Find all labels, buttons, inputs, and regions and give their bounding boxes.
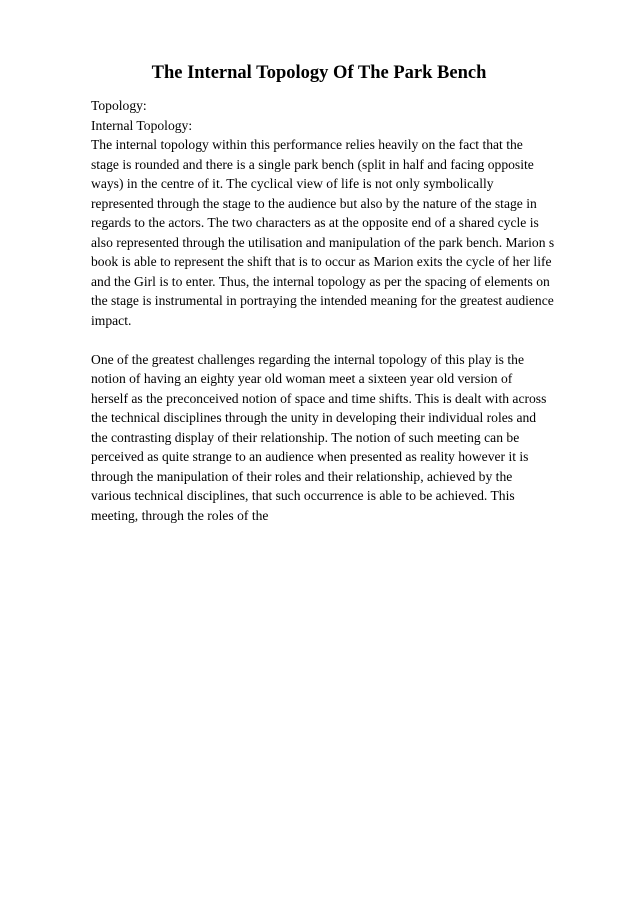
paragraph-1 — [91, 135, 591, 330]
label-internal-topology: Internal Topology: — [91, 117, 193, 133]
paragraph-line: the technical disciplines through the unity in developing their individual roles and — [91, 410, 537, 425]
paragraph-line: One of the greatest challenges regarding the internal topology of this play is the — [91, 351, 524, 367]
paragraph-line: also represented through the utilisation and manipulation of the park bench. Marion s — [91, 234, 555, 250]
document-title: The Internal Topology Of The Park Bench — [151, 63, 487, 83]
document-body — [91, 96, 591, 525]
label-topology: Topology: — [91, 98, 147, 113]
paragraph-2 — [91, 350, 591, 526]
paragraph-line: book is able to represent the shift that is to occur as Marion exits the cycle of her life — [91, 254, 552, 269]
paragraph-spacer — [91, 330, 591, 350]
paragraph-line: meeting, through the roles of the — [91, 507, 269, 523]
paragraph-line: the stage is instrumental in portraying the intended meaning for the greatest audience — [91, 293, 554, 308]
paragraph-line: the contrasting display of their relationship. The notion of such meeting can be — [91, 429, 520, 445]
paragraph-line: various technical disciplines, that such occurrence is able to be achieved. This — [91, 488, 515, 503]
paragraph-line: The internal topology within this performance relies heavily on the fact that the — [91, 137, 523, 152]
paragraph-line: and the Girl is to enter. Thus, the internal topology as per the spacing of elements on — [91, 273, 550, 289]
paragraph-line: stage is rounded and there is a single park bench (split in half and facing opposite — [91, 156, 534, 172]
paragraph-line: herself as the preconceived notion of space and time shifts. This is dealt with across — [91, 390, 547, 406]
paragraph-line: represented through the stage to the audience but also by the nature of the stage in — [91, 195, 537, 211]
paragraph-line: through the manipulation of their roles and their relationship, achieved by the — [91, 468, 513, 484]
paragraph-line: ways) in the centre of it. The cyclical view of life is not only symbolically — [91, 176, 494, 191]
paragraph-line: regards to the actors. The two characters as at the opposite end of a shared cycle is — [91, 215, 539, 230]
paragraph-line: notion of having an eighty year old woman meet a sixteen year old version of — [91, 371, 513, 386]
paragraph-line: impact. — [91, 312, 132, 328]
paragraph-line: perceived as quite strange to an audience when presented as reality however it is — [91, 449, 529, 464]
